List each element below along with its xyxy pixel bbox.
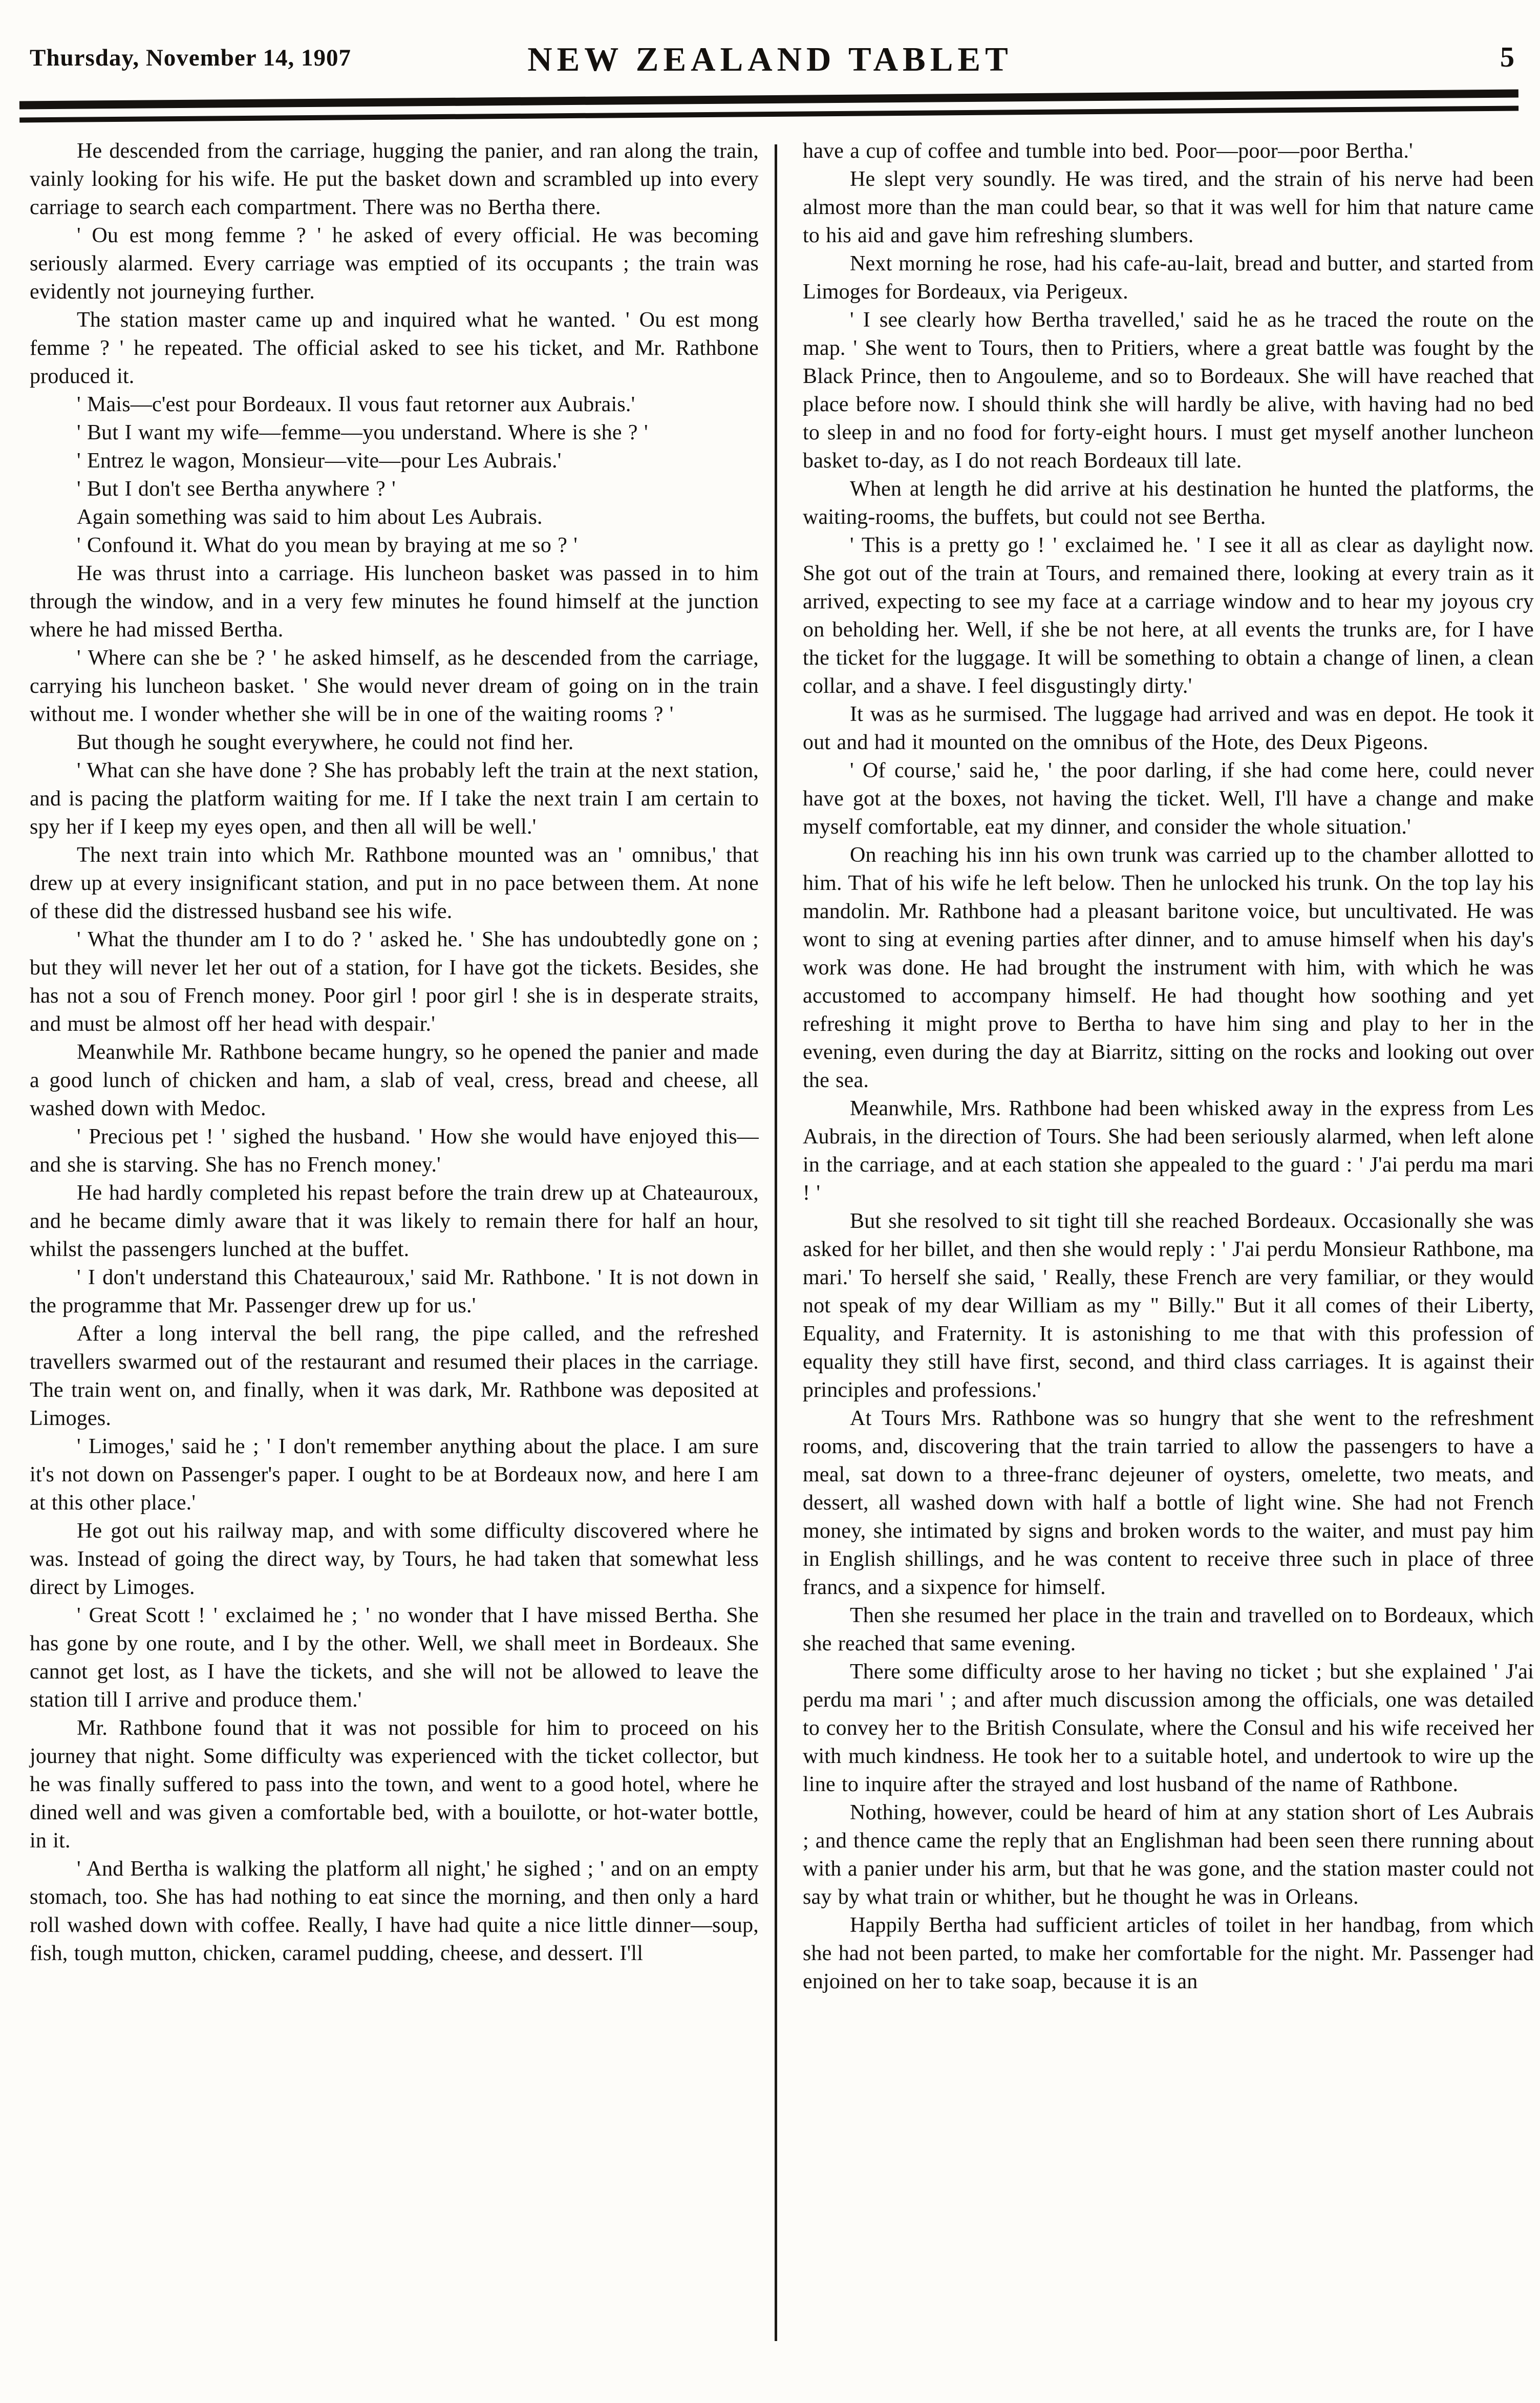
- paragraph: Meanwhile Mr. Rathbone became hungry, so he opened the panier and made a good lunch of chicken and ham, a slab of veal, cress, bread and cheese, all washed down with Medoc.: [30, 1040, 759, 1120]
- paragraph: ' This is a pretty go ! ' exclaimed he. ' I see it all as clear as daylight now. She got out of the train at Tours, and remained there, looking at every train as it arrived, expecting to see my face at a carriage window and to hear my joyous cry on beholding her. Well, if she be not here, at all events the trunks are, for I have the ticket for the luggage. It will be something to obtain a change of linen, a clean collar, and a shave. I feel disgustingly dirty.': [803, 534, 1534, 698]
- rule-thin: [19, 106, 1518, 123]
- paragraph: ' Precious pet ! ' sighed the husband. ' How she would have enjoyed this—and she is starving. She has no French money.': [30, 1125, 759, 1177]
- paragraph: Happily Bertha had sufficient articles of toilet in her handbag, from which she had not been parted, to make her comfortable for the night. Mr. Passenger had enjoined on her to take soap, because it is an: [803, 1913, 1534, 1993]
- paragraph: Mr. Rathbone found that it was not possible for him to proceed on his journey that night. Some difficulty was experienced with the ticket collector, but he was finally suffered to pass into the town, and went to a good hotel, where he dined well and was given a comfortable bed, with a bouilotte, or hot-water bottle, in it.: [30, 1716, 759, 1853]
- masthead-title: NEW ZEALAND TABLET: [527, 40, 1013, 78]
- paragraph: Nothing, however, could be heard of him at any station short of Les Aubrais ; and thence came the reply that an Englishman had been seen there running about with a panier under his arm, but that he was gone, and the station master could not say by what train or whither, but he thought he was in Orleans.: [803, 1801, 1534, 1909]
- paragraph: ' Where can she be ? ' he asked himself, as he descended from the carriage, carrying his luncheon basket. ' She would never dream of going on in the train without me. I wonder whether she will be in one of the waiting rooms ? ': [30, 646, 759, 726]
- page-number: 5: [1500, 41, 1514, 73]
- paragraph: Again something was said to him about Les Aubrais.: [77, 505, 543, 529]
- paragraph: ' Of course,' said he, ' the poor darling, if she had come here, could never have got at the boxes, not having the ticket. Well, I'll have a change and make myself comfortable, eat my dinner, and consider the whole situation.': [803, 759, 1534, 839]
- paragraph: He was thrust into a carriage. His luncheon basket was passed in to him through the window, and in a very few minutes he found himself at the junction where he had missed Bertha.: [30, 562, 759, 642]
- paragraph: The next train into which Mr. Rathbone mounted was an ' omnibus,' that drew up at every insignificant station, and put in no pace between them. At none of these did the distressed husband see his wife.: [30, 843, 759, 923]
- paragraph: He had hardly completed his repast before the train drew up at Chateauroux, and he became dimly aware that it was likely to remain there for half an hour, whilst the passengers lunched at the buffet.: [30, 1181, 759, 1261]
- paragraph: But she resolved to sit tight till she reached Bordeaux. Occasionally she was asked for her billet, and then she would reply : ' J'ai perdu Monsieur Rathbone, ma mari.' To herself she said, ' Really, these French are very familiar, or they would not speak of my dear William as my " Billy." But it all comes of their Liberty, Equality, and Fraternity. It is astonishing to me that with this profession of equality they still have first, second, and third class carriages. It is against their principles and professions.': [803, 1209, 1534, 1402]
- paragraph: He got out his railway map, and with some difficulty discovered where he was. Instead of going the direct way, by Tours, he had taken that somewhat less direct by Limoges.: [30, 1519, 759, 1599]
- paragraph: He slept very soundly. He was tired, and the strain of his nerve had been almost more than the man could bear, so that it was well for him that nature came to his aid and gave him refreshing slumbers.: [803, 167, 1534, 247]
- column-right: [803, 137, 1534, 1996]
- paragraph: The station master came up and inquired what he wanted. ' Ou est mong femme ? ' he repeated. The official asked to see his ticket, and Mr. Rathbone produced it.: [30, 308, 759, 388]
- paragraph: But though he sought everywhere, he could not find her.: [77, 731, 574, 754]
- paragraph: ' I see clearly how Bertha travelled,' said he as he traced the route on the map. ' She went to Tours, then to Pritiers, where a great battle was fought by the Black Prince, then to Angouleme, and so to Bordeaux. She will have reached that place before now. I should think she will hardly be alive, with having had no bed to sleep in and no food for forty-eight hours. I must get myself another luncheon basket to-day, as I do not reach Bordeaux till late.: [803, 308, 1534, 473]
- paragraph: When at length he did arrive at his destination he hunted the platforms, the waiting-rooms, the buffets, but could not see Bertha.: [803, 477, 1534, 529]
- column-left: [30, 137, 759, 1968]
- paragraph: ' But I don't see Bertha anywhere ? ': [77, 477, 396, 501]
- paragraph: ' Mais—c'est pour Bordeaux. Il vous faut retorner aux Aubrais.': [77, 393, 635, 416]
- masthead-rules: [19, 90, 1518, 123]
- paragraph: ' Entrez le wagon, Monsieur—vite—pour Les Aubrais.': [77, 449, 562, 473]
- paragraph: He descended from the carriage, hugging the panier, and ran along the train, vainly looking for his wife. He put the basket down and scrambled up into every carriage to search each compartment. There was no Bertha there.: [30, 139, 759, 219]
- paragraph: There some difficulty arose to her having no ticket ; but she explained ' J'ai perdu ma mari ' ; and after much discussion among the officials, one was detailed to convey her to the British Consulate, where the Consul and his wife received her with much kindness. He took her to a suitable hotel, and undertook to wire up the line to inquire after the strayed and lost husband of the name of Rathbone.: [803, 1660, 1534, 1796]
- paragraph: After a long interval the bell rang, the pipe called, and the refreshed travellers swarmed out of the restaurant and resumed their places in the carriage. The train went on, and finally, when it was dark, Mr. Rathbone was deposited at Limoges.: [30, 1322, 759, 1430]
- paragraph: Meanwhile, Mrs. Rathbone had been whisked away in the express from Les Aubrais, in the direction of Tours. She had been seriously alarmed, when left alone in the carriage, and at each station she appealed to the guard : ' J'ai perdu ma mari ! ': [803, 1097, 1534, 1205]
- column-divider-rule: [775, 144, 777, 2341]
- paragraph: ' And Bertha is walking the platform all night,' he sighed ; ' and on an empty stomach, too. She has had nothing to eat since the morning, and then only a hard roll washed down with coffee. Really, I have had quite a nice little dinner—soup, fish, tough mutton, chicken, caramel pudding, cheese, and dessert. I'll: [30, 1857, 759, 1965]
- rule-thick: [19, 90, 1518, 110]
- paragraph: ' But I want my wife—femme—you understand. Where is she ? ': [77, 421, 648, 444]
- paragraph: On reaching his inn his own trunk was carried up to the chamber allotted to him. That of his wife he left below. Then he unlocked his trunk. On the top lay his mandolin. Mr. Rathbone had a pleasant baritone voice, but uncultivated. He was wont to sing at evening parties after dinner, and to amuse himself when his day's work was done. He had brought the instrument with him, with which he was accustomed to accompany himself. He had thought how soothing and yet refreshing it might prove to Bertha to have him sing and play to her in the evening, even during the day at Biarritz, sitting on the rocks and looking out over the sea.: [803, 843, 1534, 1092]
- paragraph: ' Confound it. What do you mean by braying at me so ? ': [77, 534, 578, 557]
- paragraph: Next morning he rose, had his cafe-au-lait, bread and butter, and started from Limoges for Bordeaux, via Perigeux.: [803, 252, 1534, 304]
- paragraph: ' I don't understand this Chateauroux,' said Mr. Rathbone. ' It is not down in the programme that Mr. Passenger drew up for us.': [30, 1266, 759, 1317]
- paragraph: ' Limoges,' said he ; ' I don't remember anything about the place. I am sure it's not down on Passenger's paper. I ought to be at Bordeaux now, and here I am at this other place.': [30, 1435, 759, 1515]
- paragraph: ' What the thunder am I to do ? ' asked he. ' She has undoubtedly gone on ; but they will never let her out of a station, for I have got the tickets. Besides, she has not a sou of French money. Poor girl ! poor girl ! she is in desperate straits, and must be almost off her head with despair.': [30, 928, 759, 1036]
- paragraph: Then she resumed her place in the train and travelled on to Bordeaux, which she reached that same evening.: [803, 1604, 1534, 1655]
- paragraph: It was as he surmised. The luggage had arrived and was en depot. He took it out and had it mounted on the omnibus of the Hote, des Deux Pigeons.: [803, 703, 1534, 754]
- paragraph: ' Great Scott ! ' exclaimed he ; ' no wonder that I have missed Bertha. She has gone by one route, and I by the other. Well, we shall meet in Bordeaux. She cannot get lost, as I have the tickets, and she will not be allowed to leave the station till I arrive and produce them.': [30, 1604, 759, 1712]
- paragraph: At Tours Mrs. Rathbone was so hungry that she went to the refreshment rooms, and, discovering that the train tarried to allow the passengers to have a meal, sat down to a three-franc dejeuner of oysters, omelette, two meats, and dessert, all washed down with half a bottle of light wine. She had not French money, she intimated by signs and broken words to the waiter, and must pay him in English shillings, and he was content to receive three such in place of three francs, and a sixpence for himself.: [803, 1407, 1534, 1599]
- paragraph: ' What can she have done ? She has probably left the train at the next station, and is pacing the platform waiting for me. If I take the next train I am certain to spy her if I keep my eyes open, and then all will be well.': [30, 759, 759, 839]
- paragraph: have a cup of coffee and tumble into bed. Poor—poor—poor Bertha.': [803, 139, 1413, 163]
- paragraph: ' Ou est mong femme ? ' he asked of every official. He was becoming seriously alarmed. Every carriage was emptied of its occupants ; the train was evidently not journeying further.: [30, 224, 759, 304]
- masthead-date: Thursday, November 14, 1907: [30, 45, 352, 71]
